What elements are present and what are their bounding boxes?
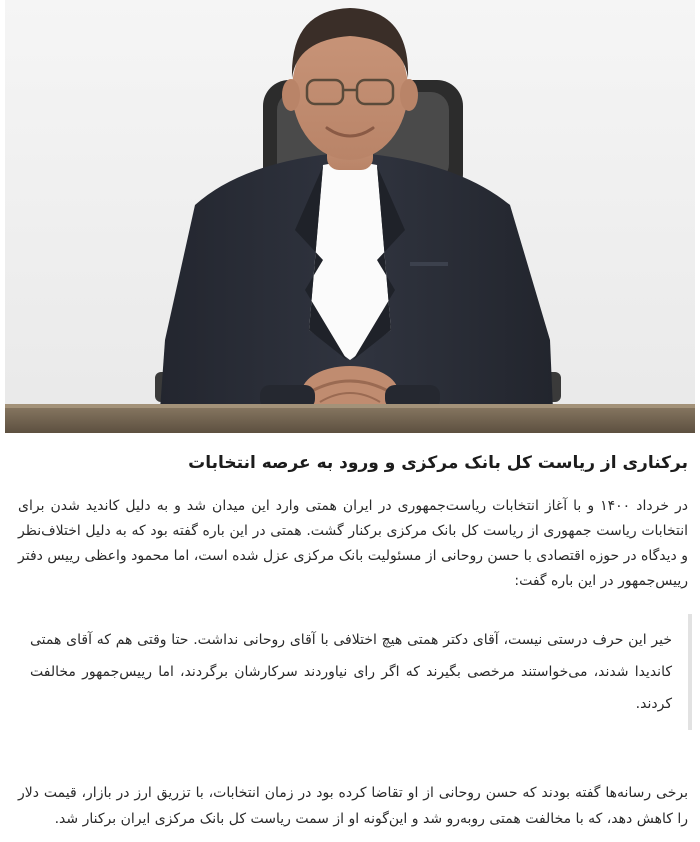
- article-body: [0, 445, 700, 827]
- article-headline: برکناری از ریاست کل بانک مرکزی و ورود به عرصه انتخابات: [188, 453, 688, 473]
- desk: [5, 404, 695, 433]
- portrait-illustration: [5, 0, 695, 433]
- quote-block: خیر این حرف درستی نیست، آقای دکتر همتی هیچ اختلافی با آقای روحانی نداشت. حتا وقتی هم که آقای همتی کاندیدا شدند، می‌خواستند مرخصی بگیرند که اگر رای نیاوردند سرکارشان برگردند، اما رییس‌جمهور مخالفت کردند.: [0, 614, 692, 730]
- paragraph-1: در خرداد ۱۴۰۰ و با آغاز انتخابات ریاست‌جمهوری در ایران همتی وارد این میدان شد و به دلیل کاندید شدن برای انتخابات ریاست جمهوری از ریاست کل بانک مرکزی برکنار گشت. همتی در این باره گفته بود که به دلیل اختلاف‌نظر و دیدگاه در حوزه اقتصادی با حسن روحانی از مسئولیت بانک مرکزی عزل شده است، اما محمود واعظی رییس دفتر رییس‌جمهور در این باره گفت:: [18, 498, 688, 589]
- article-photo: [5, 0, 695, 433]
- paragraph-2: برخی رسانه‌ها گفته بودند که حسن روحانی از او تقاضا کرده بود در زمان انتخابات، با تزریق ارز در بازار، قیمت دلار را کاهش دهد، که با مخالفت همتی روبه‌رو شد و این‌گونه او از سمت ریاست کل بانک مرکزی ایران برکنار شد.: [18, 785, 688, 827]
